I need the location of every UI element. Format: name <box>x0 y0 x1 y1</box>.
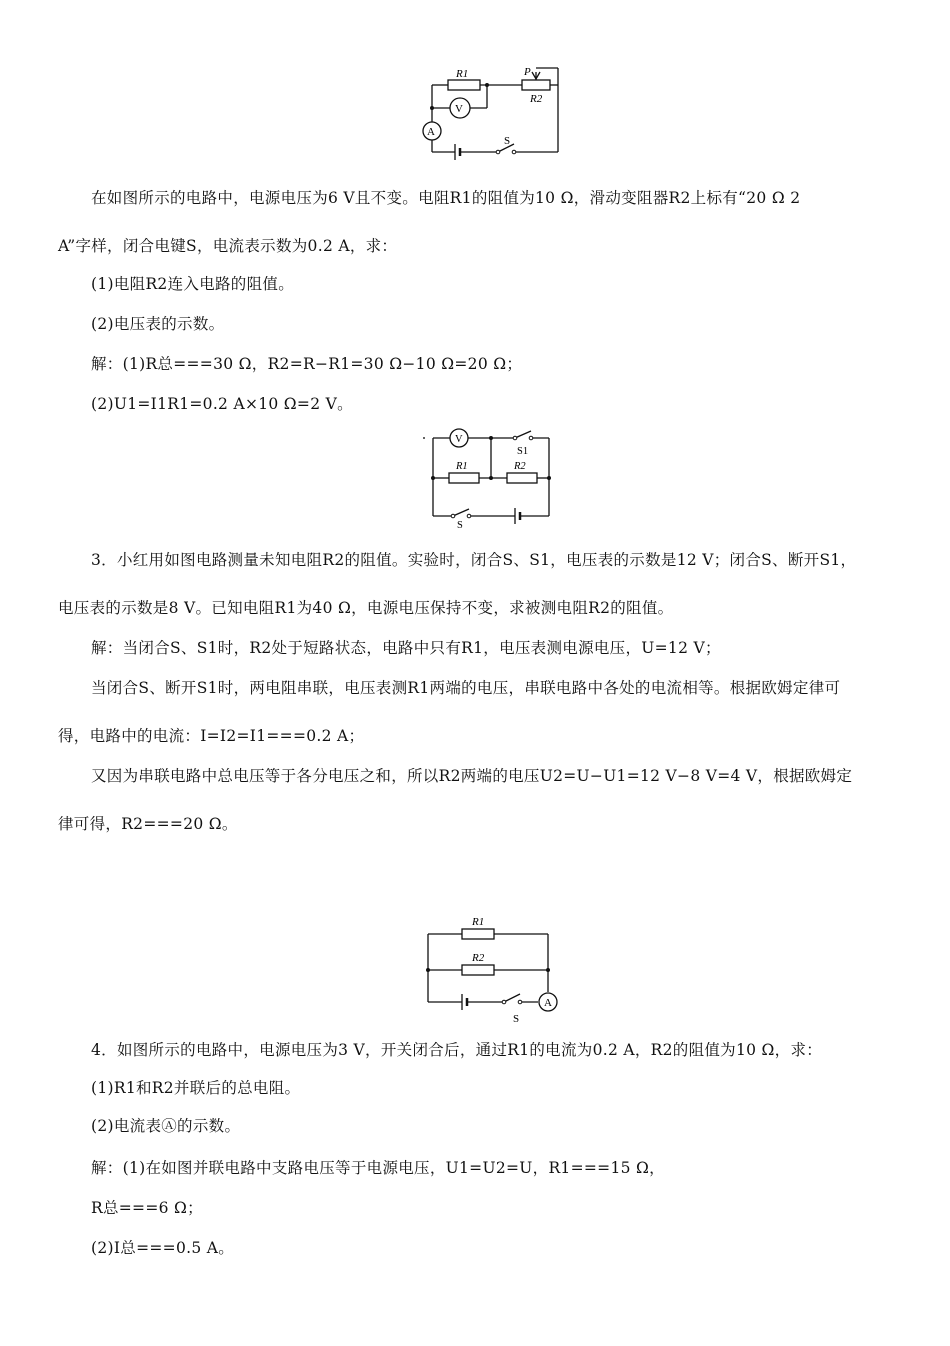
p3-solution-2b: 得，电路中的电流：I=I2=I1===0.2 A； <box>58 727 365 745</box>
p2-stem-line2: A”字样，闭合电键S，电流表示数为0.2 A，求： <box>58 237 398 255</box>
label-r2: R2 <box>514 461 526 472</box>
p2-solution-2: (2)U1=I1R1=0.2 A×10 Ω=2 V。 <box>91 395 353 413</box>
resistor-r1 <box>448 80 480 90</box>
resistor-r1 <box>462 929 494 939</box>
label-a: A <box>544 997 552 1009</box>
p2-question-2: (2)电压表的示数。 <box>91 315 225 333</box>
p3-solution-3a: 又因为串联电路中总电压等于各分电压之和，所以R2两端的电压U2=U−U1=12 V−8 V=4 V，根据欧姆定 <box>91 767 853 785</box>
circuit-diagram-1 <box>410 60 570 160</box>
p4-question-2: (2)电流表Ⓐ的示数。 <box>91 1117 241 1135</box>
p3-solution-3b: 律可得，R2===20 Ω。 <box>58 815 238 833</box>
p2-question-1: (1)电阻R2连入电路的阻值。 <box>91 275 294 293</box>
p3-stem-line1: 3．小红用如图电路测量未知电阻R2的阻值。实验时，闭合S、S1，电压表的示数是12 V；闭合S、断开S1， <box>91 551 857 569</box>
p3-solution-2a: 当闭合S、断开S1时，两电阻串联，电压表测R1两端的电压，串联电路中各处的电流相等。根据欧姆定律可 <box>91 679 841 697</box>
label-r2: R2 <box>530 93 543 105</box>
p4-stem: 4．如图所示的电路中，电源电压为3 V，开关闭合后，通过R1的电流为0.2 A，R2的阻值为10 Ω，求： <box>91 1041 823 1059</box>
label-a: A <box>427 126 435 138</box>
p3-stem-line2: 电压表的示数是8 V。已知电阻R1为40 Ω，电源电压保持不变，求被测电阻R2的阻值。 <box>58 599 674 617</box>
label-s: S <box>504 135 511 147</box>
p4-solution-1: 解：(1)在如图并联电路中支路电压等于电源电压，U1=U2=U，R1===15 Ω， <box>91 1159 665 1177</box>
label-s1: S1 <box>517 446 529 457</box>
rheostat-r2 <box>522 80 550 90</box>
label-p: P <box>524 66 531 78</box>
label-r1: R1 <box>456 461 468 472</box>
resistor-r2 <box>507 473 537 483</box>
p4-solution-1b: R总===6 Ω； <box>91 1199 203 1217</box>
p4-solution-2: (2)I总===0.5 A。 <box>91 1239 235 1257</box>
resistor-r2 <box>462 965 494 975</box>
label-s: S <box>513 1013 520 1025</box>
p2-solution-1: 解：(1)R总===30 Ω，R2=R−R1=30 Ω−10 Ω=20 Ω； <box>91 355 523 373</box>
p4-question-1: (1)R1和R2并联后的总电阻。 <box>91 1079 301 1097</box>
p2-stem-line1: 在如图所示的电路中，电源电压为6 V且不变。电阻R1的阻值为10 Ω，滑动变阻器R2上标有“20 Ω 2 <box>91 189 801 207</box>
circuit-diagram-3 <box>420 912 570 1027</box>
label-v: V <box>455 103 463 115</box>
label-r2: R2 <box>472 952 485 964</box>
label-s: S <box>457 520 463 531</box>
label-r1: R1 <box>472 916 485 928</box>
resistor-r1 <box>449 473 479 483</box>
circuit-diagram-2-final <box>425 428 560 531</box>
p3-solution-1: 解：当闭合S、S1时，R2处于短路状态，电路中只有R1，电压表测电源电压，U=12 V； <box>91 639 721 657</box>
label-v: V <box>455 434 463 445</box>
label-r1: R1 <box>456 68 469 80</box>
